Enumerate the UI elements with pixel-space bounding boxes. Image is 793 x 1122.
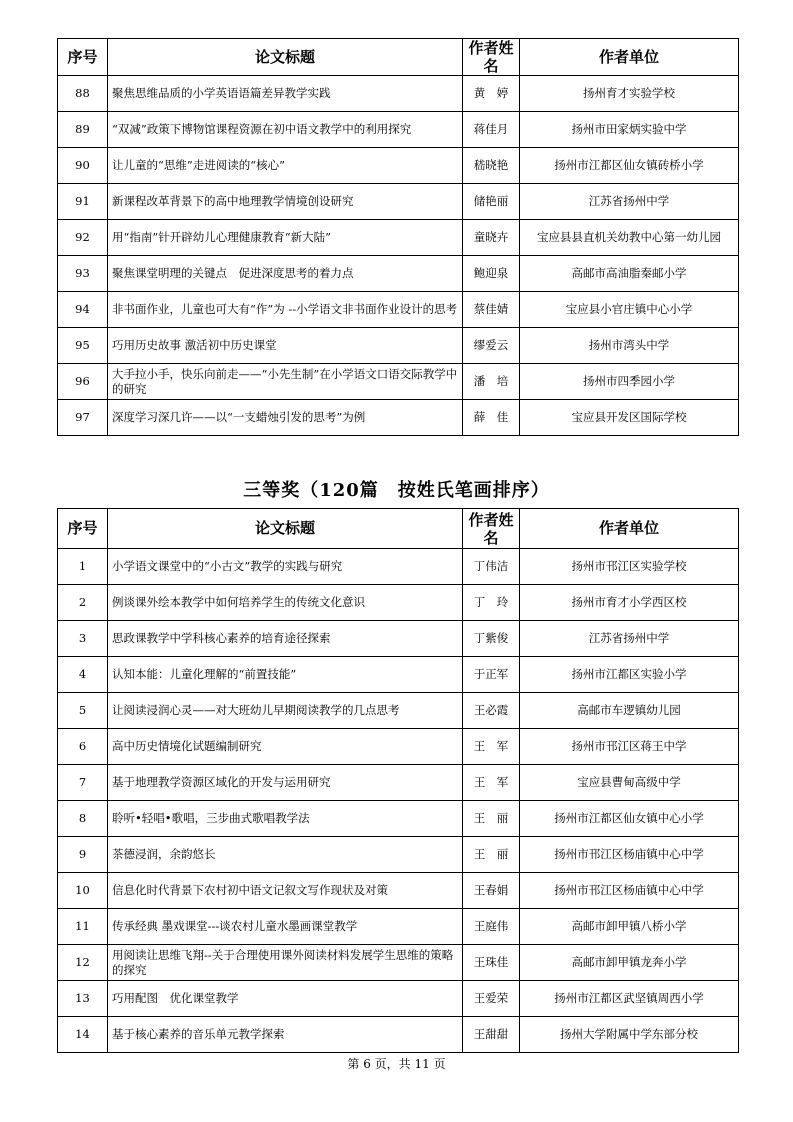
row-number: 6 — [58, 729, 108, 765]
table-row — [58, 873, 739, 909]
author-name: 蒋佳月 — [463, 112, 520, 148]
header-seq: 序号 — [58, 509, 108, 549]
author-unit: 江苏省扬州中学 — [520, 184, 739, 220]
table-row — [58, 621, 739, 657]
paper-title: 巧用配图 优化课堂教学 — [108, 981, 463, 1017]
author-name: 缪爱云 — [463, 328, 520, 364]
row-number: 94 — [58, 292, 108, 328]
paper-title: 大手拉小手，快乐向前走——“小先生制”在小学语文口语交际教学中的研究 — [108, 364, 463, 400]
table-row — [58, 184, 739, 220]
section-heading: 三等奖（120篇 按姓氏笔画排序） — [243, 480, 550, 501]
table-row — [58, 585, 739, 621]
author-name: 蔡佳婧 — [463, 292, 520, 328]
table-row — [58, 909, 739, 945]
row-number: 1 — [58, 549, 108, 585]
paper-title: 新课程改革背景下的高中地理教学情境创设研究 — [108, 184, 463, 220]
author-unit: 扬州市邗江区杨庙镇中心中学 — [520, 873, 739, 909]
paper-title: 小学语文课堂中的“小古文”教学的实践与研究 — [108, 549, 463, 585]
author-name: 嵇晓艳 — [463, 148, 520, 184]
table-row — [58, 549, 739, 585]
table-body — [58, 76, 739, 436]
author-unit: 扬州育才实验学校 — [520, 76, 739, 112]
table-row — [58, 328, 739, 364]
author-unit: 扬州市江都区实验小学 — [520, 657, 739, 693]
author-unit: 扬州市邗江区蒋王中学 — [520, 729, 739, 765]
paper-title: 茶德浸润，余韵悠长 — [108, 837, 463, 873]
table-row — [58, 148, 739, 184]
table-row — [58, 1017, 739, 1053]
header-title: 论文标题 — [108, 509, 463, 549]
author-name: 丁紫俊 — [463, 621, 520, 657]
author-unit: 扬州市田家炳实验中学 — [520, 112, 739, 148]
author-name: 储艳丽 — [463, 184, 520, 220]
header-title: 论文标题 — [108, 39, 463, 76]
author-name: 童晓卉 — [463, 220, 520, 256]
author-unit: 宝应县小官庄镇中心小学 — [520, 292, 739, 328]
author-name: 王珠佳 — [463, 945, 520, 981]
row-number: 5 — [58, 693, 108, 729]
author-name: 丁 玲 — [463, 585, 520, 621]
author-name: 丁伟洁 — [463, 549, 520, 585]
row-number: 14 — [58, 1017, 108, 1053]
author-name: 潘 培 — [463, 364, 520, 400]
row-number: 13 — [58, 981, 108, 1017]
row-number: 10 — [58, 873, 108, 909]
row-number: 97 — [58, 400, 108, 436]
row-number: 4 — [58, 657, 108, 693]
author-unit: 扬州市湾头中学 — [520, 328, 739, 364]
author-unit: 扬州市江都区仙女镇中心小学 — [520, 801, 739, 837]
table-row — [58, 364, 739, 400]
row-number: 88 — [58, 76, 108, 112]
table-row — [58, 945, 739, 981]
paper-title: 高中历史情境化试题编制研究 — [108, 729, 463, 765]
author-name: 黄 婷 — [463, 76, 520, 112]
row-number: 91 — [58, 184, 108, 220]
paper-title: 让儿童的“思维”走进阅读的“核心” — [108, 148, 463, 184]
third-prize-table — [57, 508, 739, 1053]
author-name: 王爱荣 — [463, 981, 520, 1017]
paper-title: 非书面作业，儿童也可大有“作”为 --小学语文非书面作业设计的思考 — [108, 292, 463, 328]
author-unit: 宝应县开发区国际学校 — [520, 400, 739, 436]
paper-title: 用阅读让思维飞翔--关于合理使用课外阅读材料发展学生思维的策略的探究 — [108, 945, 463, 981]
paper-title: 思政课教学中学科核心素养的培育途径探索 — [108, 621, 463, 657]
row-number: 96 — [58, 364, 108, 400]
paper-title: 传承经典 墨戏课堂---谈农村儿童水墨画课堂教学 — [108, 909, 463, 945]
table-row — [58, 657, 739, 693]
author-unit: 高邮市卸甲镇龙奔小学 — [520, 945, 739, 981]
author-unit: 扬州市邗江区杨庙镇中心中学 — [520, 837, 739, 873]
row-number: 7 — [58, 765, 108, 801]
row-number: 90 — [58, 148, 108, 184]
author-name: 王必霞 — [463, 693, 520, 729]
table-header-row — [58, 39, 739, 76]
table-row — [58, 801, 739, 837]
paper-title: 巧用历史故事 激活初中历史课堂 — [108, 328, 463, 364]
header-unit: 作者单位 — [520, 39, 739, 76]
row-number: 93 — [58, 256, 108, 292]
paper-title: 聆听•轻唱•歌唱，三步曲式歌唱教学法 — [108, 801, 463, 837]
paper-title: 基于核心素养的音乐单元教学探索 — [108, 1017, 463, 1053]
paper-title: 聚焦课堂明理的关键点 促进深度思考的着力点 — [108, 256, 463, 292]
row-number: 9 — [58, 837, 108, 873]
paper-title: 深度学习深几许——以“一支蜡烛引发的思考”为例 — [108, 400, 463, 436]
row-number: 3 — [58, 621, 108, 657]
row-number: 95 — [58, 328, 108, 364]
author-unit: 高邮市卸甲镇八桥小学 — [520, 909, 739, 945]
header-author: 作者姓名 — [463, 509, 520, 549]
paper-title: 认知本能：儿童化理解的“前置技能” — [108, 657, 463, 693]
table-row — [58, 220, 739, 256]
header-seq: 序号 — [58, 39, 108, 76]
paper-title: “双减”政策下博物馆课程资源在初中语文教学中的利用探究 — [108, 112, 463, 148]
author-name: 王 丽 — [463, 837, 520, 873]
author-unit: 扬州市邗江区实验学校 — [520, 549, 739, 585]
table-row — [58, 693, 739, 729]
author-name: 鲍迎泉 — [463, 256, 520, 292]
author-unit: 扬州市四季园小学 — [520, 364, 739, 400]
table-body — [58, 549, 739, 1053]
table-row — [58, 837, 739, 873]
author-name: 薛 佳 — [463, 400, 520, 436]
awards-table-continued — [57, 38, 739, 436]
author-unit: 扬州市江都区武坚镇周西小学 — [520, 981, 739, 1017]
author-name: 于正军 — [463, 657, 520, 693]
paper-title: 例谈课外绘本教学中如何培养学生的传统文化意识 — [108, 585, 463, 621]
author-unit: 高邮市车逻镇幼儿园 — [520, 693, 739, 729]
row-number: 89 — [58, 112, 108, 148]
author-unit: 扬州市江都区仙女镇砖桥小学 — [520, 148, 739, 184]
row-number: 11 — [58, 909, 108, 945]
row-number: 8 — [58, 801, 108, 837]
paper-title: 基于地理教学资源区域化的开发与运用研究 — [108, 765, 463, 801]
author-unit: 江苏省扬州中学 — [520, 621, 739, 657]
table-row — [58, 729, 739, 765]
row-number: 2 — [58, 585, 108, 621]
table-row — [58, 256, 739, 292]
author-name: 王春娟 — [463, 873, 520, 909]
author-unit: 扬州市育才小学西区校 — [520, 585, 739, 621]
author-name: 王 丽 — [463, 801, 520, 837]
author-unit: 扬州大学附属中学东部分校 — [520, 1017, 739, 1053]
table-row — [58, 981, 739, 1017]
author-unit: 高邮市高油脂秦邮小学 — [520, 256, 739, 292]
paper-title: 让阅读浸润心灵——对大班幼儿早期阅读教学的几点思考 — [108, 693, 463, 729]
header-unit: 作者单位 — [520, 509, 739, 549]
table-row — [58, 400, 739, 436]
row-number: 92 — [58, 220, 108, 256]
author-name: 王庭伟 — [463, 909, 520, 945]
table-row — [58, 76, 739, 112]
author-unit: 宝应县曹甸高级中学 — [520, 765, 739, 801]
header-author: 作者姓名 — [463, 39, 520, 76]
table-header-row — [58, 509, 739, 549]
author-unit: 宝应县县直机关幼教中心第一幼儿园 — [520, 220, 739, 256]
page-footer: 第 6 页，共 11 页 — [347, 1057, 446, 1071]
row-number: 12 — [58, 945, 108, 981]
paper-title: 聚焦思维品质的小学英语语篇差异教学实践 — [108, 76, 463, 112]
paper-title: 用“指南”针开辟幼儿心理健康教育“新大陆” — [108, 220, 463, 256]
paper-title: 信息化时代背景下农村初中语文记叙文写作现状及对策 — [108, 873, 463, 909]
table-row — [58, 765, 739, 801]
author-name: 王 军 — [463, 765, 520, 801]
table-row — [58, 292, 739, 328]
table-row — [58, 112, 739, 148]
author-name: 王 军 — [463, 729, 520, 765]
author-name: 王甜甜 — [463, 1017, 520, 1053]
